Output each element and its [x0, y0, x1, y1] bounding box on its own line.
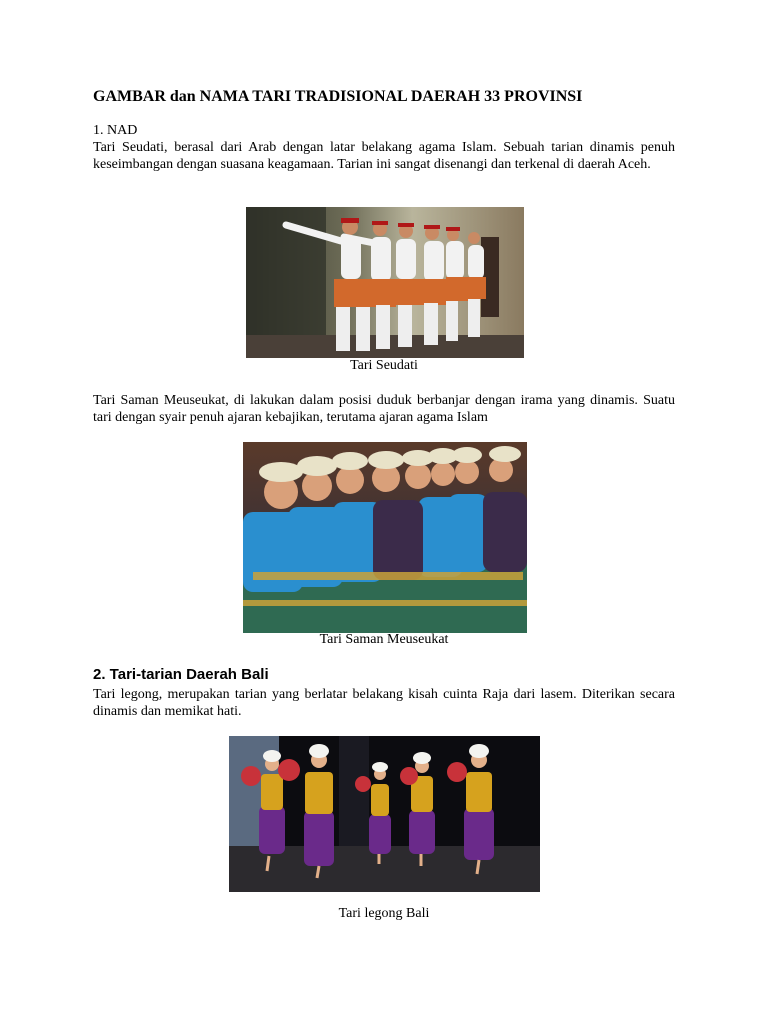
photo-saman	[243, 442, 527, 633]
paragraph-legong: Tari legong, merupakan tarian yang berlatar belakang kisah cuinta Raja dari lasem. Diterikan secara dinamis dan memikat hati.	[93, 687, 675, 719]
caption-saman: Tari Saman Meuseukat	[319, 632, 449, 647]
section-heading-nad: 1. NAD	[93, 123, 138, 138]
photo-seudati	[246, 207, 524, 358]
paragraph-seudati: Tari Seudati, berasal dari Arab dengan latar belakang agama Islam. Sebuah tarian dinamis penuh keseimbangan dengan suasana keagamaan. Tarian ini sangat disenangi dan terkenal di daerah Aceh.	[93, 140, 675, 172]
document-title: GAMBAR dan NAMA TARI TRADISIONAL DAERAH 33 PROVINSI	[93, 88, 583, 105]
caption-legong: Tari legong Bali	[338, 906, 430, 921]
caption-seudati: Tari Seudati	[350, 358, 418, 373]
paragraph-saman: Tari Saman Meuseukat, di lakukan dalam posisi duduk berbanjar dengan irama yang dinamis. Suatu tari dengan syair penuh ajaran kebajikan, terutama ajaran agama Islam	[93, 393, 675, 425]
section-heading-bali: 2. Tari-tarian Daerah Bali	[93, 666, 269, 683]
photo-legong	[229, 736, 540, 892]
